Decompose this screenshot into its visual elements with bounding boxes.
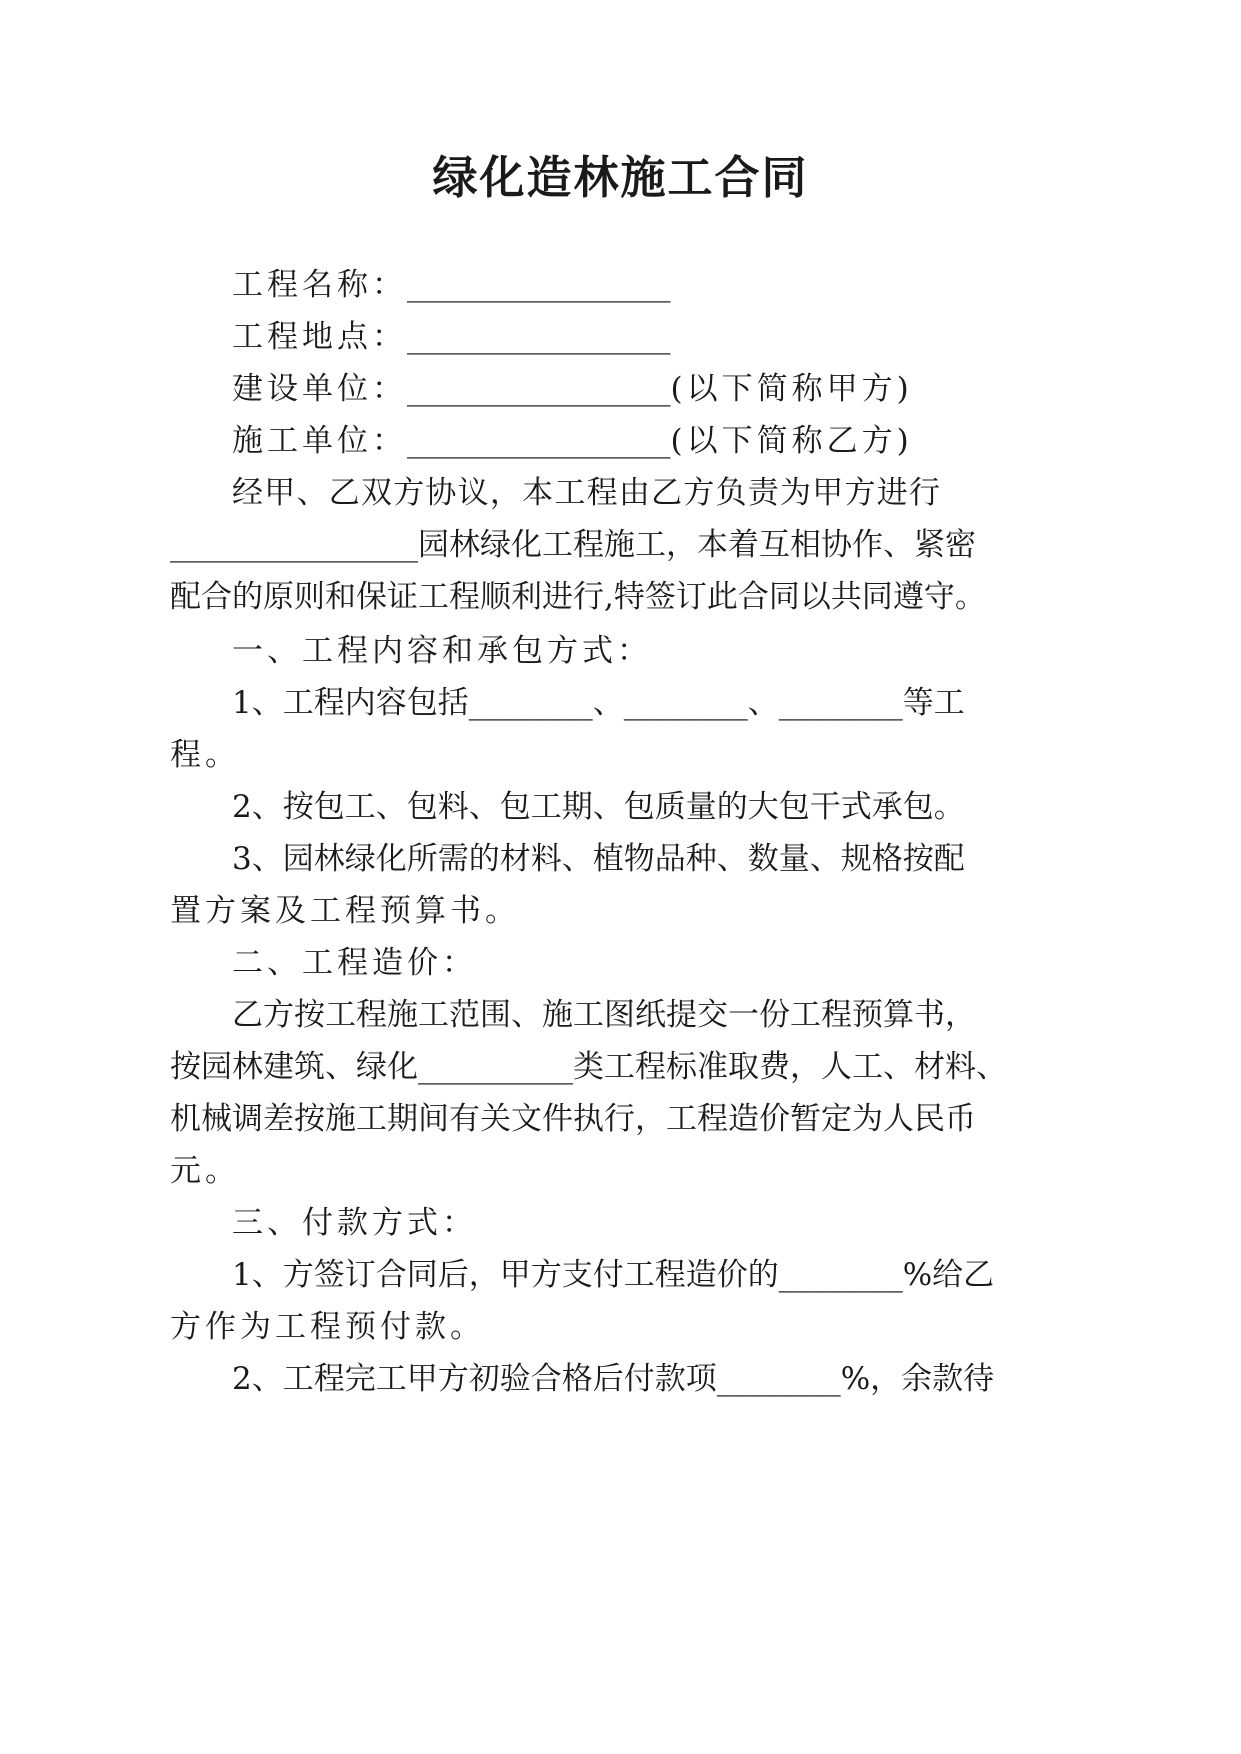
paragraph-text: 园林绿化工程施工，本着互相协作、紧密 [418, 527, 976, 563]
blank-line: _________________ [407, 319, 671, 355]
paragraph-line: 置方案及工程预算书。 [170, 893, 520, 929]
field-label: 建设单位： [232, 371, 407, 407]
field-label: 工程名称： [232, 267, 407, 303]
field-suffix: (以下简称乙方) [670, 423, 913, 459]
section-heading: 一、工程内容和承包方式： [232, 633, 652, 669]
field-suffix: (以下简称甲方) [670, 371, 913, 407]
paragraph-line: 经甲、乙双方协议，本工程由乙方负责为甲方进行 [232, 475, 940, 511]
field-label: 工程地点： [232, 319, 407, 355]
paragraph-line: 1、工程内容包括________、________、________等工 [232, 685, 965, 721]
field-project-location [232, 317, 671, 357]
section-heading: 二、工程造价： [232, 945, 477, 981]
paragraph-line: 乙方按工程施工范围、施工图纸提交一份工程预算书， [232, 997, 976, 1033]
paragraph-line: 按园林建筑、绿化__________类工程标准取费，人工、材料、 [170, 1049, 1007, 1085]
paragraph-line: 2、工程完工甲方初验合格后付款项________%，余款待 [232, 1361, 995, 1397]
document-title: 绿化造林施工合同 [432, 151, 809, 204]
paragraph-line: 1、方签订合同后，甲方支付工程造价的________%给乙 [232, 1257, 995, 1293]
field-project-name [232, 265, 671, 305]
paragraph-line: 程。 [170, 737, 240, 773]
blank-line: _________________ [407, 371, 671, 407]
paragraph-line: 配合的原则和保证工程顺利进行,特签订此合同以共同遵守。 [170, 579, 986, 615]
field-construction-unit [232, 369, 913, 409]
field-contractor-unit [232, 421, 913, 461]
section-heading: 三、付款方式： [232, 1205, 477, 1241]
blank-line: _________________ [407, 423, 671, 459]
field-label: 施工单位： [232, 423, 407, 459]
paragraph-line: 元。 [170, 1153, 240, 1189]
blank-line: ________________ [170, 527, 418, 563]
paragraph-line [170, 525, 976, 565]
paragraph-line: 机械调差按施工期间有关文件执行，工程造价暂定为人民币 [170, 1101, 976, 1137]
blank-line: _________________ [407, 267, 671, 303]
paragraph-line: 方作为工程预付款。 [170, 1309, 485, 1345]
paragraph-line: 3、园林绿化所需的材料、植物品种、数量、规格按配 [232, 841, 965, 877]
paragraph-line: 2、按包工、包料、包工期、包质量的大包干式承包。 [232, 789, 965, 825]
